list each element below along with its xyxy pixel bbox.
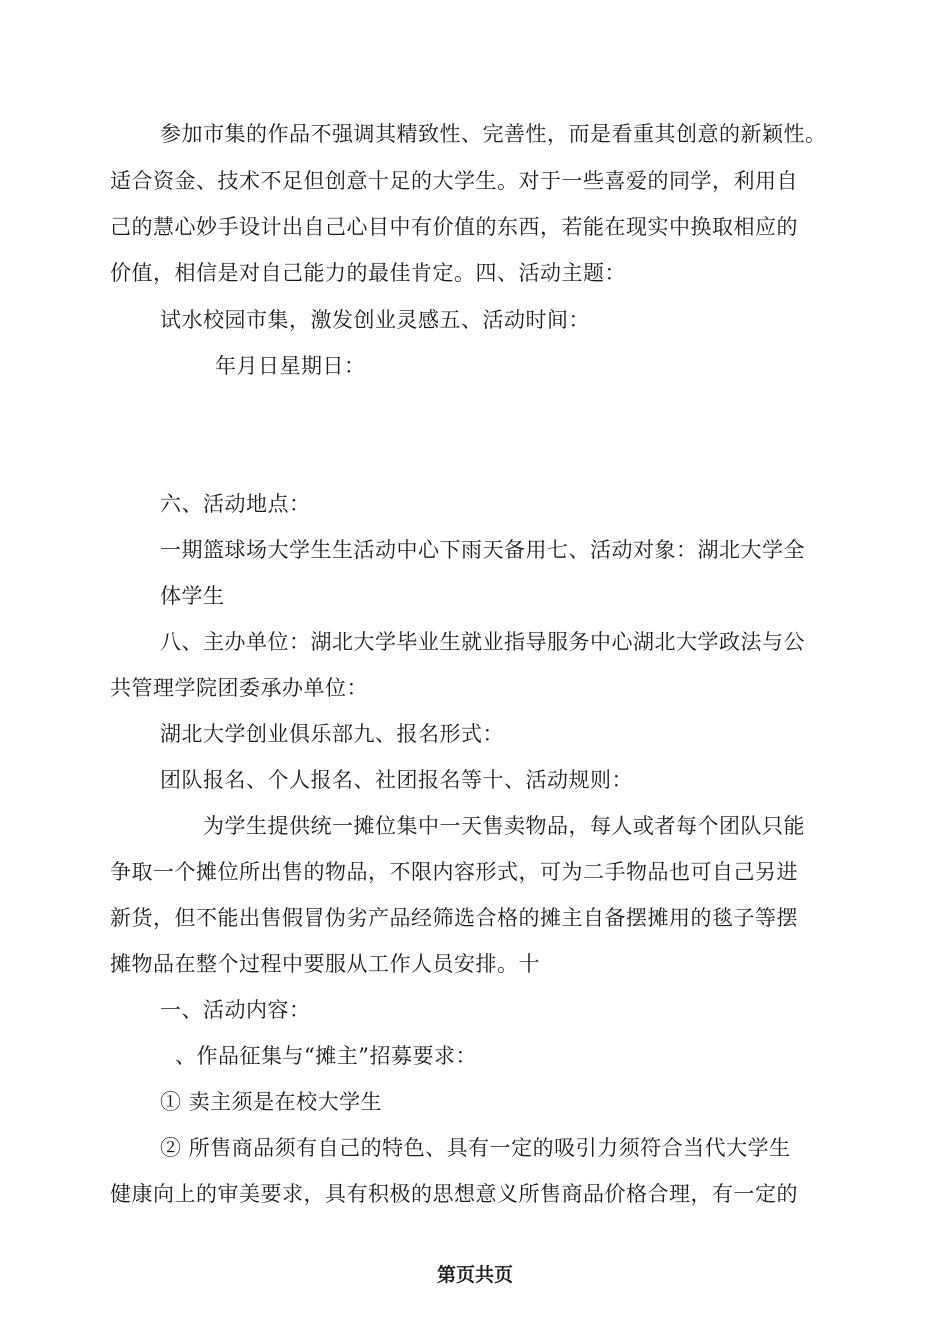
paragraph-line: 一期篮球场大学生生活动中心下雨天备用七、活动对象：湖北大学全 — [160, 538, 805, 562]
paragraph-line: 年月日星期日： — [215, 354, 366, 378]
paragraph-line: 新货，但不能出售假冒伪劣产品经筛选合格的摊主自备摆摊用的毯子等摆 — [110, 906, 798, 930]
paragraph-line: 、作品征集与“摊主”招募要求： — [175, 1044, 477, 1068]
section-heading: 六、活动地点： — [160, 492, 311, 516]
section-heading: 一、活动内容： — [160, 998, 311, 1022]
paragraph-line: 健康向上的审美要求，具有积极的思想意义所售商品价格合理，有一定的 — [110, 1182, 798, 1206]
paragraph-line: 共管理学院团委承办单位： — [110, 676, 368, 700]
paragraph-line: 八、主办单位：湖北大学毕业生就业指导服务中心湖北大学政法与公 — [160, 630, 805, 654]
list-item: ② 所售商品须有自己的特色、具有一定的吸引力须符合当代大学生 — [160, 1136, 791, 1160]
page-footer: 第页共页 — [436, 1264, 513, 1286]
paragraph-line: 争取一个摊位所出售的物品，不限内容形式，可为二手物品也可自己另进 — [110, 860, 798, 884]
paragraph-line: 摊物品在整个过程中要服从工作人员安排。十 — [110, 952, 540, 976]
paragraph-line: 试水校园市集，激发创业灵感五、活动时间： — [160, 308, 590, 332]
paragraph-line: 参加市集的作品不强调其精致性、完善性，而是看重其创意的新颖性。 — [160, 122, 827, 146]
list-item: ① 卖主须是在校大学生 — [160, 1090, 383, 1114]
paragraph-line: 为学生提供统一摊位集中一天售卖物品，每人或者每个团队只能 — [203, 814, 805, 838]
paragraph-line: 适合资金、技术不足但创意十足的大学生。对于一些喜爱的同学，利用自 — [110, 169, 798, 193]
paragraph-line: 湖北大学创业俱乐部九、报名形式： — [160, 722, 504, 746]
paragraph-line: 团队报名、个人报名、社团报名等十、活动规则： — [160, 768, 633, 792]
paragraph-line: 价值，相信是对自己能力的最佳肯定。四、活动主题： — [110, 261, 626, 285]
paragraph-line: 己的慧心妙手设计出自己心目中有价值的东西，若能在现实中换取相应的 — [110, 215, 798, 239]
paragraph-line: 体学生 — [160, 584, 225, 608]
